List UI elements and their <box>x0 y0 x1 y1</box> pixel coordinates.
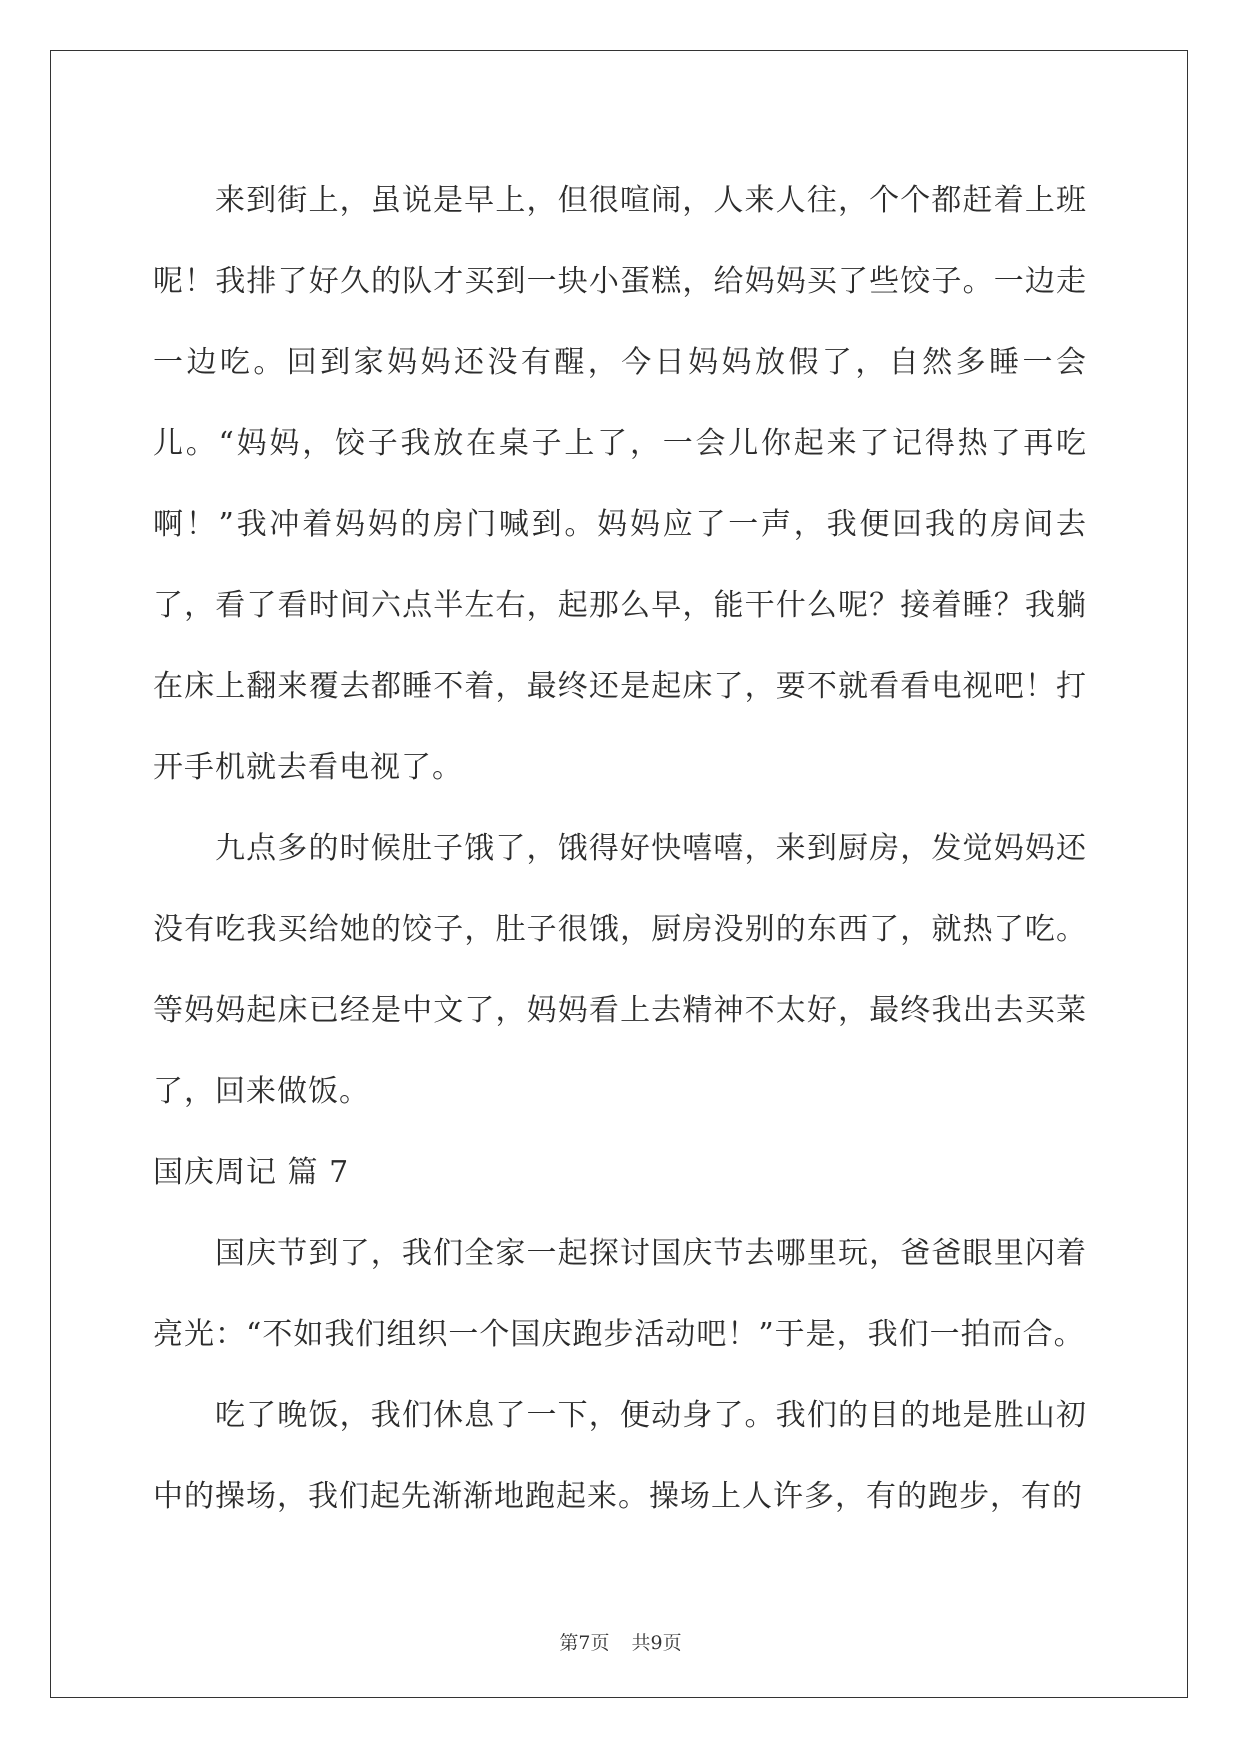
page-number: 第7页 <box>559 1632 610 1654</box>
paragraph-nine-oclock: 九点多的时候肚子饿了，饿得好快嘻嘻，来到厨房，发觉妈妈还没有吃我买给她的饺子，肚子很饿，厨房没别的东西了，就热了吃。等妈妈起床已经是中文了，妈妈看上去精神不太好，最终我出去买菜了，回来做饭。 <box>153 831 1087 1109</box>
section-heading: 国庆周记 篇 7 <box>153 1155 350 1190</box>
document-body <box>153 160 1087 1537</box>
paragraph-after-dinner: 吃了晚饭，我们休息了一下，便动身了。我们的目的地是胜山初中的操场，我们起先渐渐地跑起来。操场上人许多，有的跑步，有的 <box>153 1398 1087 1514</box>
page-footer <box>0 1628 1241 1655</box>
page-total: 共9页 <box>631 1632 682 1654</box>
paragraph-street-morning: 来到街上，虽说是早上，但很喧闹，人来人往，个个都赶着上班呢！我排了好久的队才买到一块小蛋糕，给妈妈买了些饺子。一边走一边吃。回到家妈妈还没有醒，今日妈妈放假了，自然多睡一会儿。“妈妈，饺子我放在桌子上了，一会儿你起来了记得热了再吃啊！”我冲着妈妈的房门喊到。妈妈应了一声，我便回我的房间去了，看了看时间六点半左右，起那么早，能干什么呢？接着睡？我躺在床上翻来覆去都睡不着，最终还是起床了，要不就看看电视吧！打开手机就去看电视了。 <box>153 183 1087 785</box>
paragraph-national-day: 国庆节到了，我们全家一起探讨国庆节去哪里玩，爸爸眼里闪着亮光：“不如我们组织一个国庆跑步活动吧！”于是，我们一拍而合。 <box>153 1236 1087 1352</box>
